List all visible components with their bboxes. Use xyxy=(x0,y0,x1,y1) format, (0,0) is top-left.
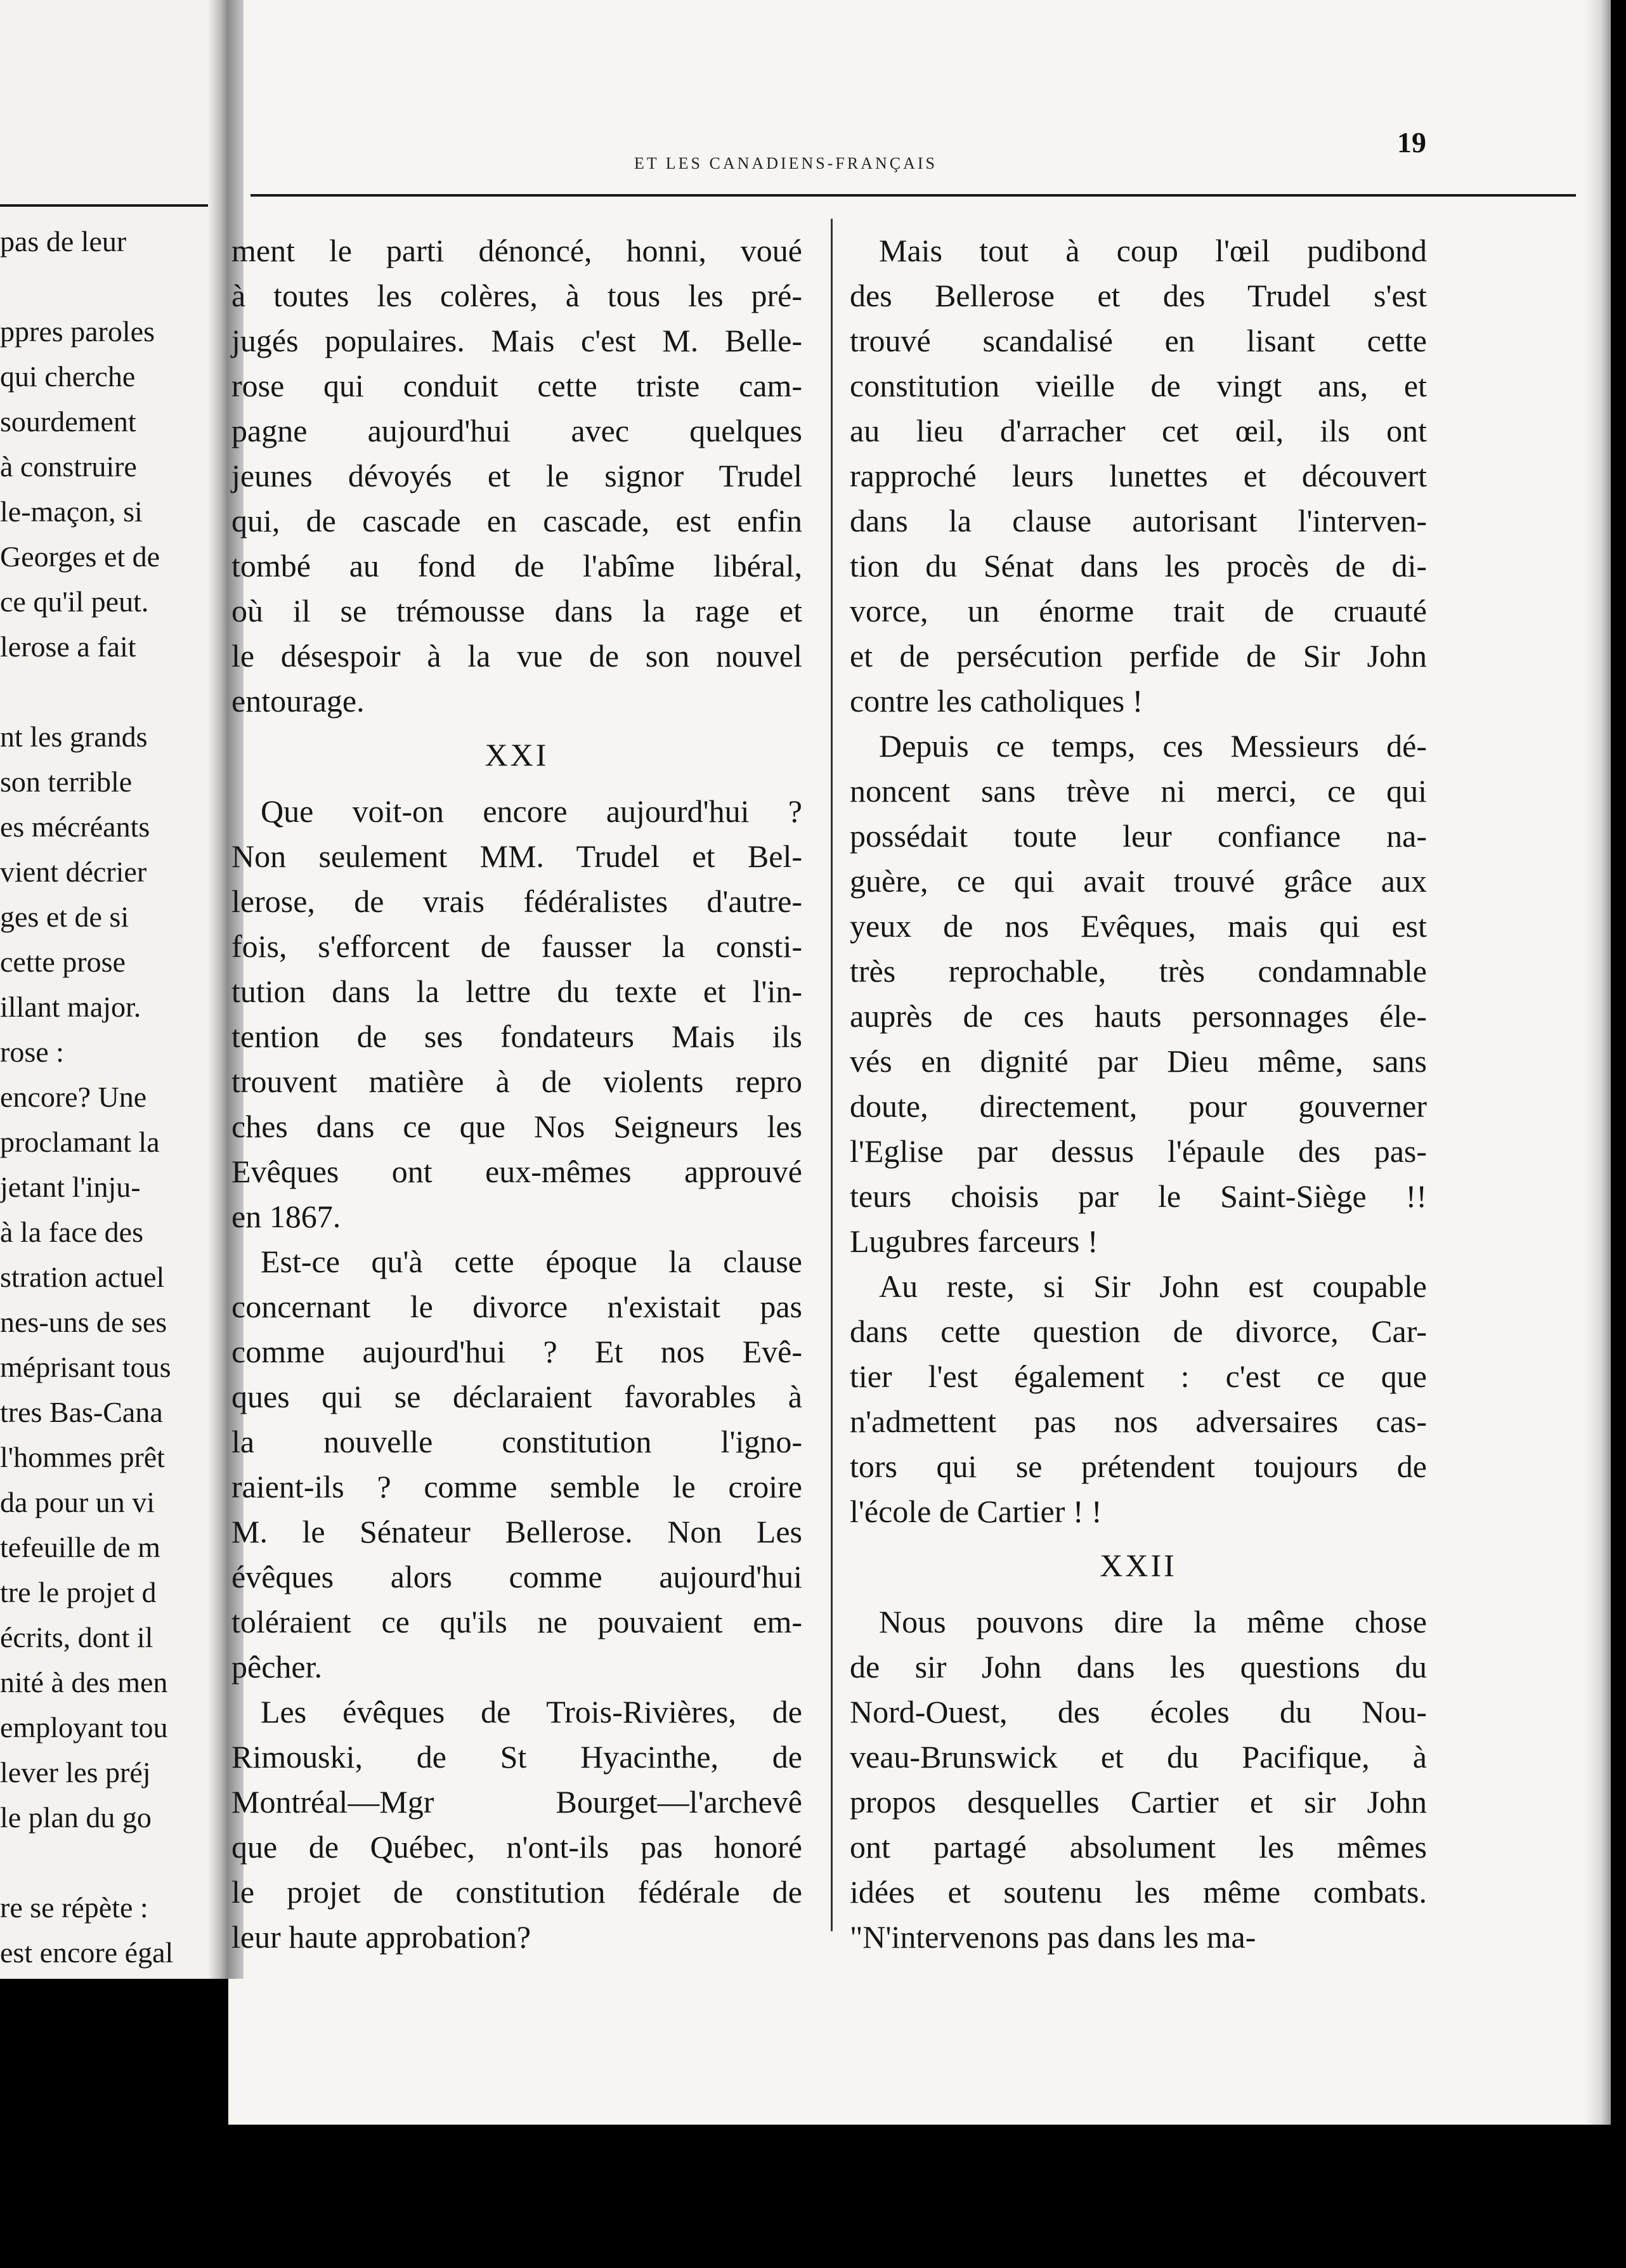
text-fragment: ppres paroles xyxy=(0,315,155,348)
text-fragment: lerose a fait xyxy=(0,630,136,663)
text-line: yeux de nos Evêques, mais qui est xyxy=(850,908,1427,944)
middle-column xyxy=(231,228,802,1960)
text-line: propos desquelles Cartier et sir John xyxy=(850,1784,1427,1820)
text-line: le projet de constitution fédérale de xyxy=(231,1874,802,1910)
text-fragment: sourdement xyxy=(0,405,136,438)
text-line: comme aujourd'hui ? Et nos Evê- xyxy=(231,1334,802,1369)
text-line: où il se trémousse dans la rage et xyxy=(231,593,802,629)
text-line: Est-ce qu'à cette époque la clause xyxy=(261,1244,802,1279)
text-line: jugés populaires. Mais c'est M. Belle- xyxy=(231,323,802,358)
text-line: très reprochable, très condamnable xyxy=(850,953,1427,989)
text-line: tors qui se prétendent toujours de xyxy=(850,1449,1427,1484)
text-line: possédait toute leur confiance na- xyxy=(850,818,1427,854)
text-line: M. le Sénateur Bellerose. Non Les xyxy=(231,1514,802,1549)
left-page-text-fragments xyxy=(0,219,216,1975)
header-rule xyxy=(250,194,1576,197)
text-line: jeunes dévoyés et le signor Trudel xyxy=(231,458,802,493)
text-line: n'admettent pas nos adversaires cas- xyxy=(850,1404,1427,1439)
text-fragment: à construire xyxy=(0,450,137,483)
text-line: dans la clause autorisant l'interven- xyxy=(850,503,1427,538)
text-fragment: ce qu'il peut. xyxy=(0,585,149,618)
text-fragment: est encore égal xyxy=(0,1936,174,1969)
text-line: Depuis ce temps, ces Messieurs dé- xyxy=(879,728,1427,764)
text-fragment: cette prose xyxy=(0,946,126,978)
text-line: Non seulement MM. Trudel et Bel- xyxy=(231,838,802,874)
text-fragment: rose : xyxy=(0,1036,64,1068)
text-line: trouvé scandalisé en lisant cette xyxy=(850,323,1427,358)
text-line: pagne aujourd'hui avec quelques xyxy=(231,413,802,448)
section-heading: XXI xyxy=(485,737,549,772)
text-fragment: es mécréants xyxy=(0,811,150,843)
text-line: Evêques ont eux-mêmes approuvé xyxy=(231,1154,802,1189)
text-line: vés en dignité par Dieu même, sans xyxy=(850,1043,1427,1079)
text-fragment: vient décrier xyxy=(0,856,147,888)
text-fragment: nité à des men xyxy=(0,1666,168,1698)
text-fragment: jetant l'inju- xyxy=(0,1171,141,1203)
text-line: de sir John dans les questions du xyxy=(850,1649,1427,1685)
text-line: tution dans la lettre du texte et l'in- xyxy=(231,974,802,1009)
text-fragment: nes-uns de ses xyxy=(0,1306,167,1338)
text-line: leur haute approbation? xyxy=(231,1919,531,1955)
page-edge-shadow xyxy=(1585,0,1611,2125)
text-line: que de Québec, n'ont-ils pas honoré xyxy=(231,1829,802,1865)
text-line: évêques alors comme aujourd'hui xyxy=(231,1559,802,1594)
text-line: rose qui conduit cette triste cam- xyxy=(231,368,802,403)
text-fragment: le-maçon, si xyxy=(0,495,143,528)
text-line: tombé au fond de l'abîme libéral, xyxy=(231,548,802,583)
text-fragment: le plan du go xyxy=(0,1801,152,1834)
text-fragment: Georges et de xyxy=(0,540,160,573)
text-line: auprès de ces hauts personnages éle- xyxy=(850,998,1427,1034)
running-head: ET LES CANADIENS-FRANÇAIS xyxy=(634,154,937,173)
text-line: doute, directement, pour gouverner xyxy=(850,1088,1427,1124)
text-fragment: illant major. xyxy=(0,991,141,1023)
text-fragment: encore? Une xyxy=(0,1081,147,1113)
text-fragment: l'hommes prêt xyxy=(0,1441,165,1473)
text-fragment: proclamant la xyxy=(0,1126,160,1158)
text-line: lerose, de vrais fédéralistes d'autre- xyxy=(231,883,802,919)
text-line: Lugubres farceurs ! xyxy=(850,1223,1098,1259)
text-line: à toutes les colères, à tous les pré- xyxy=(231,278,802,313)
text-line: des Bellerose et des Trudel s'est xyxy=(850,278,1427,313)
text-line: guère, ce qui avait trouvé grâce aux xyxy=(850,863,1427,899)
text-line: et de persécution perfide de Sir John xyxy=(850,638,1427,674)
text-fragment: son terrible xyxy=(0,766,133,798)
text-line: Au reste, si Sir John est coupable xyxy=(879,1268,1427,1304)
text-line: Nous pouvons dire la même chose xyxy=(879,1604,1427,1639)
text-fragment: da pour un vi xyxy=(0,1486,155,1518)
text-fragment: employant tou xyxy=(0,1711,168,1743)
text-fragment: méprisant tous xyxy=(0,1351,171,1383)
text-line: constitution vieille de vingt ans, et xyxy=(850,368,1427,403)
text-line: veau-Brunswick et du Pacifique, à xyxy=(850,1739,1427,1775)
text-line: ment le parti dénoncé, honni, voué xyxy=(231,233,802,268)
page-number: 19 xyxy=(1397,126,1426,159)
text-fragment: nt les grands xyxy=(0,720,148,753)
text-line: Que voit-on encore aujourd'hui ? xyxy=(261,793,802,829)
text-line: la nouvelle constitution l'igno- xyxy=(231,1424,802,1459)
text-line: pêcher. xyxy=(231,1649,322,1685)
text-line: au lieu d'arracher cet œil, ils ont xyxy=(850,413,1427,448)
section-heading: XXII xyxy=(1100,1548,1177,1583)
text-line: contre les catholiques ! xyxy=(850,683,1143,719)
text-line: en 1867. xyxy=(231,1199,341,1234)
text-line: entourage. xyxy=(231,683,365,719)
text-line: ont partagé absolument les mêmes xyxy=(850,1829,1427,1865)
text-line: concernant le divorce n'existait pas xyxy=(231,1289,802,1324)
text-fragment: tre le projet d xyxy=(0,1576,157,1608)
text-fragment xyxy=(0,264,216,309)
text-line: tention de ses fondateurs Mais ils xyxy=(231,1019,802,1054)
text-fragment xyxy=(0,669,216,714)
text-line: "N'intervenons pas dans les ma- xyxy=(850,1919,1256,1955)
text-fragment: lever les préj xyxy=(0,1756,151,1789)
text-fragment: re se répète : xyxy=(0,1891,148,1924)
text-line: fois, s'efforcent de fausser la consti- xyxy=(231,929,802,964)
text-line: vorce, un énorme trait de cruauté xyxy=(850,593,1427,629)
text-line: idées et soutenu les même combats. xyxy=(850,1874,1427,1910)
text-fragment: écrits, dont il xyxy=(0,1621,153,1653)
text-line: Les évêques de Trois-Rivières, de xyxy=(261,1694,802,1730)
left-page xyxy=(0,0,219,1979)
text-line: Mais tout à coup l'œil pudibond xyxy=(879,233,1427,268)
text-fragment: tres Bas-Cana xyxy=(0,1396,163,1428)
right-column xyxy=(850,228,1427,1960)
text-fragment: ges et de si xyxy=(0,901,129,933)
text-line: ches dans ce que Nos Seigneurs les xyxy=(231,1109,802,1144)
text-line: Nord-Ouest, des écoles du Nou- xyxy=(850,1694,1427,1730)
text-line: qui, de cascade en cascade, est enfin xyxy=(231,503,802,538)
text-line: rapproché leurs lunettes et découvert xyxy=(850,458,1427,493)
text-line: teurs choisis par le Saint-Siège !! xyxy=(850,1178,1427,1214)
text-line: Rimouski, de St Hyacinthe, de xyxy=(231,1739,802,1775)
text-fragment: à la face des xyxy=(0,1216,144,1248)
text-line: l'école de Cartier ! ! xyxy=(850,1494,1102,1529)
text-line: le désespoir à la vue de son nouvel xyxy=(231,638,802,674)
text-line: tion du Sénat dans les procès de di- xyxy=(850,548,1427,583)
text-line: Montréal—Mgr Bourget—l'archevê xyxy=(231,1784,802,1820)
text-line: noncent sans trève ni merci, ce qui xyxy=(850,773,1427,809)
text-fragment: stration actuel xyxy=(0,1261,165,1293)
left-header-rule xyxy=(0,204,216,207)
column-divider-rule xyxy=(831,219,833,1931)
text-line: raient-ils ? comme semble le croire xyxy=(231,1469,802,1504)
text-fragment: tefeuille de m xyxy=(0,1531,160,1563)
text-line: dans cette question de divorce, Car- xyxy=(850,1313,1427,1349)
text-fragment xyxy=(0,1840,216,1885)
text-line: l'Eglise par dessus l'épaule des pas- xyxy=(850,1133,1427,1169)
text-line: ques qui se déclaraient favorables à xyxy=(231,1379,802,1414)
text-fragment: qui cherche xyxy=(0,360,136,393)
text-fragment: pas de leur xyxy=(0,225,127,257)
text-line: tier l'est également : c'est ce que xyxy=(850,1359,1427,1394)
text-line: toléraient ce qu'ils ne pouvaient em- xyxy=(231,1604,802,1639)
text-line: trouvent matière à de violents repro xyxy=(231,1064,802,1099)
